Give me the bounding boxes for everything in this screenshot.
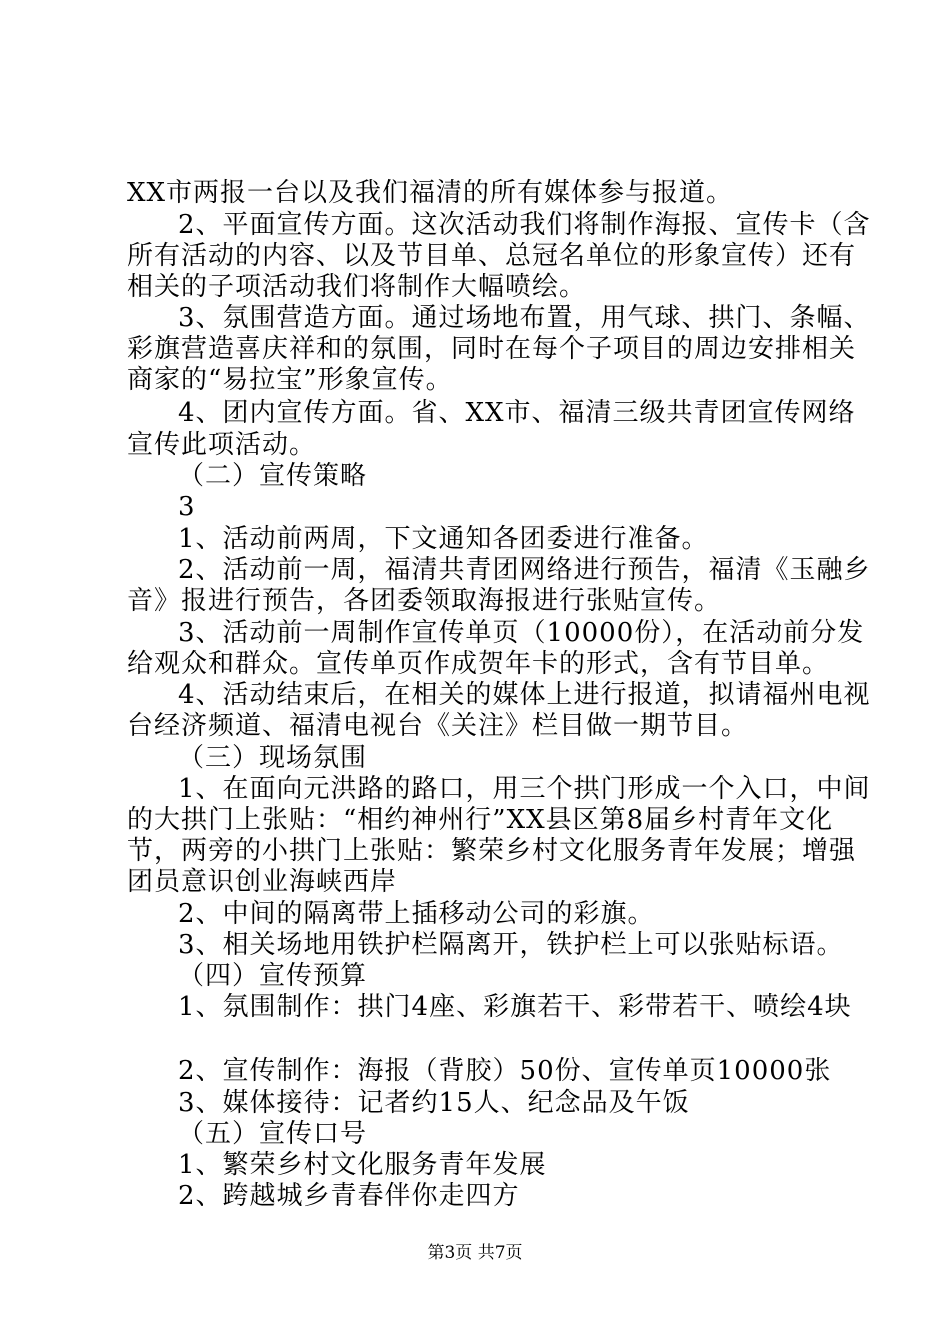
body-text-line: 4、团内宣传方面。省、XX市、福清三级共青团宣传网络 xyxy=(178,398,856,428)
body-text-line: 3、活动前一周制作宣传单页（10000份），在活动前分发 xyxy=(178,618,865,648)
body-text-line: 节，两旁的小拱门上张贴：繁荣乡村文化服务青年发展；增强 xyxy=(127,836,857,866)
body-text-line: 2、跨越城乡青春伴你走四方 xyxy=(178,1181,520,1211)
section-heading: （三）现场氛围 xyxy=(178,743,368,773)
body-text-line: 1、氛围制作：拱门4座、彩旗若干、彩带若干、喷绘4块 xyxy=(178,992,852,1022)
body-text-line: 相关的子项活动我们将制作大幅喷绘。 xyxy=(127,272,587,302)
body-text-line: 3、相关场地用铁护栏隔离开，铁护栏上可以张贴标语。 xyxy=(178,930,844,960)
body-text-line: XX市两报一台以及我们福清的所有媒体参与报道。 xyxy=(127,178,734,208)
body-text-line: 台经济频道、福清电视台《关注》栏目做一期节目。 xyxy=(127,711,749,741)
page-number-footer: 第3页 共7页 xyxy=(427,1243,523,1263)
body-text-line: 2、中间的隔离带上插移动公司的彩旗。 xyxy=(178,899,655,929)
body-text-line: 4、活动结束后，在相关的媒体上进行报道，拟请福州电视 xyxy=(178,680,871,710)
body-text-line: 所有活动的内容、以及节目单、总冠名单位的形象宣传）还有 xyxy=(127,241,857,271)
body-text-line: 2、宣传制作：海报（背胶）50份、宣传单页10000张 xyxy=(178,1056,832,1086)
body-text-line: 彩旗营造喜庆祥和的氛围，同时在每个子项目的周边安排相关 xyxy=(127,334,857,364)
body-text-line: 2、活动前一周，福清共青团网络进行预告，福清《玉融乡 xyxy=(178,555,871,585)
body-text-line: 3、媒体接待：记者约15人、纪念品及午饭 xyxy=(178,1088,690,1118)
section-heading: （二）宣传策略 xyxy=(178,461,368,491)
body-text-line: 1、在面向元洪路的路口，用三个拱门形成一个入口，中间 xyxy=(178,774,871,804)
body-text-line: 商家的“易拉宝”形象宣传。 xyxy=(127,365,453,395)
body-text-line: 1、活动前两周，下文通知各团委进行准备。 xyxy=(178,524,709,554)
body-text-line: 3 xyxy=(178,492,196,522)
section-heading: （四）宣传预算 xyxy=(178,961,368,991)
body-text-line: 的大拱门上张贴：“相约神州行”XX县区第8届乡村青年文化 xyxy=(127,805,834,835)
section-heading: （五）宣传口号 xyxy=(178,1119,368,1149)
body-text-line: 团员意识创业海峡西岸 xyxy=(127,867,398,897)
body-text-line: 2、平面宣传方面。这次活动我们将制作海报、宣传卡（含 xyxy=(178,210,871,240)
body-text-line: 给观众和群众。宣传单页作成贺年卡的形式，含有节目单。 xyxy=(127,649,830,679)
body-text-line: 1、繁荣乡村文化服务青年发展 xyxy=(178,1150,547,1180)
body-text-line: 音》报进行预告，各团委领取海报进行张贴宣传。 xyxy=(127,586,722,616)
body-text-line: 宣传此项活动。 xyxy=(127,430,317,460)
body-text-line: 3、氛围营造方面。通过场地布置，用气球、拱门、条幅、 xyxy=(178,303,871,333)
